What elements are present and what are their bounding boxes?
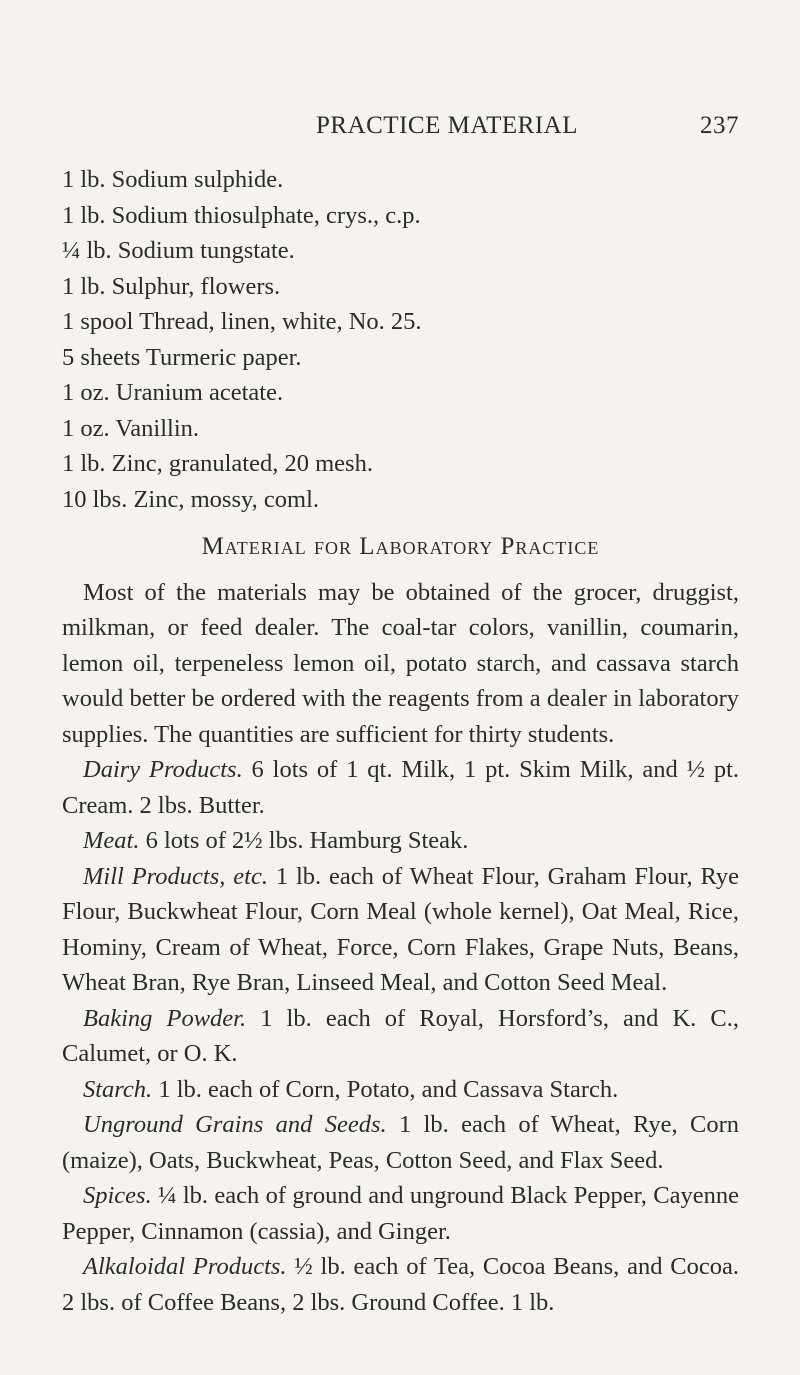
list-item: 1 lb. Sulphur, flowers. bbox=[62, 272, 281, 300]
entry-lead: Dairy Products. bbox=[83, 756, 243, 783]
entry-starch bbox=[62, 1072, 739, 1108]
entry-text: 1 lb. each of Royal, Horsford’s, and K. C., Calumet, or O. K. bbox=[62, 1004, 739, 1067]
entry-lead: Mill Products, etc. bbox=[83, 862, 268, 890]
entry-lead: Meat. bbox=[83, 827, 140, 854]
entry-lead: Alkaloidal Products. bbox=[83, 1253, 287, 1280]
entry-text: 6 lots of 2½ lbs. Hamburg Steak. bbox=[139, 827, 469, 854]
running-title: PRACTICE MATERIAL bbox=[316, 112, 578, 139]
entry-mill-products bbox=[62, 859, 739, 1001]
page-number: 237 bbox=[700, 112, 739, 139]
entry-text: 6 lots of 1 qt. Milk, 1 pt. Skim Milk, and ½ pt. Cream. 2 lbs. Butter. bbox=[62, 756, 739, 819]
entry-text: 1 lb. each of Wheat Flour, Graham Flour, Rye Flour, Buckwheat Flour, Corn Meal (whole kernel), Oat Meal, Rice, Hominy, Cream of Wheat, Force, Corn Flakes, Grape Nuts, Beans, Wheat Bran, Rye Bran, Linseed Meal, and Cotton Seed Meal. bbox=[62, 862, 739, 996]
page-body bbox=[62, 162, 739, 1320]
list-item: 1 oz. Vanillin. bbox=[62, 414, 200, 442]
entry-lead: Baking Powder. bbox=[83, 1004, 247, 1032]
entry-baking-powder bbox=[62, 1001, 739, 1072]
list-item: 1 lb. Sodium thiosulphate, crys., c.p. bbox=[62, 201, 421, 229]
entry-text: ¼ lb. each of ground and unground Black Pepper, Cayenne Pepper, Cinnamon (cassia), and Ginger. bbox=[62, 1182, 739, 1245]
entry-text: 1 lb. each of Corn, Potato, and Cassava Starch. bbox=[152, 1075, 619, 1103]
list-item: 1 lb. Zinc, granulated, 20 mesh. bbox=[62, 450, 373, 477]
list-item: 10 lbs. Zinc, mossy, coml. bbox=[62, 485, 320, 513]
entry-unground-grains bbox=[62, 1107, 739, 1178]
entry-lead: Spices. bbox=[83, 1182, 152, 1209]
list-item: 1 lb. Sodium sulphide. bbox=[62, 166, 284, 193]
intro-paragraph: Most of the materials may be obtained of the grocer, druggist, milkman, or feed dealer. The coal-tar colors, vanillin, coumarin, lemon oil, terpeneless lemon oil, potato starch, and cassava starch would better be ordered with the reagents from a dealer in laboratory supplies. The quantities are sufficient for thirty students. bbox=[62, 578, 739, 748]
entry-lead: Starch. bbox=[83, 1075, 153, 1103]
running-head bbox=[62, 112, 739, 146]
list-item: 5 sheets Turmeric paper. bbox=[62, 343, 302, 371]
entry-meat bbox=[62, 823, 739, 859]
entry-spices bbox=[62, 1178, 739, 1249]
section-heading: Material for Laboratory Practice bbox=[201, 533, 600, 560]
entry-dairy-products bbox=[62, 752, 739, 823]
entry-text: 1 lb. each of Wheat, Rye, Corn (maize), Oats, Buckwheat, Peas, Cotton Seed, and Flax Seed. bbox=[62, 1111, 740, 1174]
entry-lead: Unground Grains and Seeds. bbox=[83, 1111, 387, 1138]
list-item: 1 oz. Uranium acetate. bbox=[62, 379, 284, 406]
entry-text: ½ lb. each of Tea, Cocoa Beans, and Cocoa. 2 lbs. of Coffee Beans, 2 lbs. Ground Coffee. 1 lb. bbox=[62, 1253, 740, 1316]
entry-alkaloidal-products bbox=[62, 1249, 739, 1320]
list-item: 1 spool Thread, linen, white, No. 25. bbox=[62, 308, 422, 335]
materials-list bbox=[62, 162, 739, 517]
list-item: ¼ lb. Sodium tungstate. bbox=[62, 237, 295, 264]
